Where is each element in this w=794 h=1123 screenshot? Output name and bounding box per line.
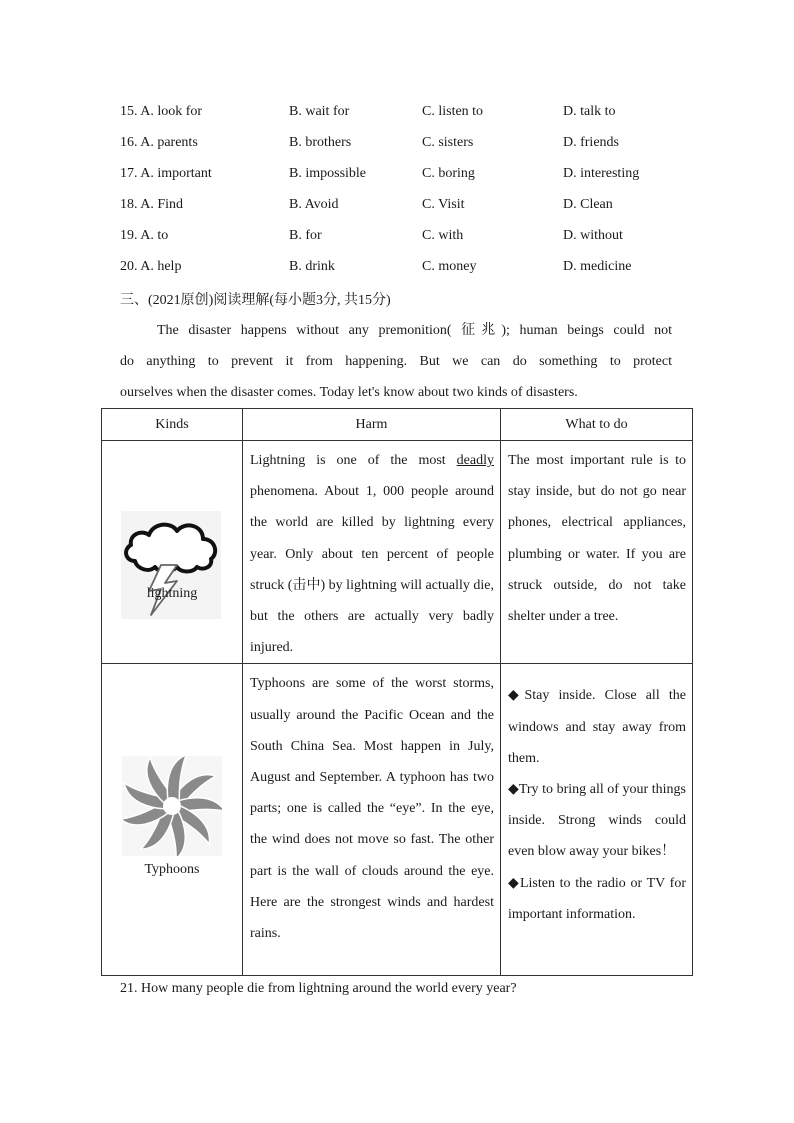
option-row-20: [120, 257, 700, 277]
option-d: D. talk to: [563, 104, 616, 119]
option-c: C. with: [422, 228, 464, 243]
disaster-table: [101, 408, 693, 976]
typhoons-todo-item-3: ◆Listen to the radio or TV for important information.: [508, 875, 686, 922]
typhoons-todo-item-1: ◆Stay inside. Close all the windows and stay away from them.: [508, 688, 686, 766]
option-d: D. without: [563, 228, 623, 243]
option-d: D. medicine: [563, 259, 632, 274]
typhoons-harm-cell: [243, 664, 501, 976]
option-d: D. Clean: [563, 197, 613, 212]
option-a: 17. A. important: [120, 166, 212, 181]
typhoon-swirl-icon: [122, 756, 222, 856]
option-d: D. interesting: [563, 166, 640, 181]
typhoons-todo-text: [501, 664, 692, 930]
option-c: C. listen to: [422, 104, 484, 119]
lightning-harm-text-start: Lightning is one of the most: [250, 453, 457, 468]
typhoons-kind-cell: [102, 664, 243, 976]
option-b: B. brothers: [289, 135, 352, 150]
option-b: B. impossible: [289, 166, 367, 181]
lightning-harm-text: [243, 441, 500, 663]
lightning-todo-cell: [501, 441, 693, 664]
typhoons-todo-cell: [501, 664, 693, 976]
option-b: B. wait for: [289, 104, 350, 119]
header-kinds: Kinds: [102, 409, 243, 441]
option-row-16: [120, 133, 700, 153]
lightning-todo-text: The most important rule is to stay inside, but do not go near phones, electrical appliances, plumbing or water. If you are struck outside, do not take shelter under a tree.: [508, 453, 686, 625]
option-c: C. boring: [422, 166, 475, 181]
lightning-cloud-icon: [121, 511, 221, 619]
option-b: B. drink: [289, 259, 335, 274]
option-b: B. Avoid: [289, 197, 339, 212]
lightning-harm-text-end: phenomena. About 1, 000 people around the world are killed by lightning every year. Only about ten percent of people struck (击中) by lightning will actually die, but the others are actually very badly injured.: [250, 484, 494, 656]
section-title: 三、(2021原创)阅读理解(每小题3分, 共15分): [120, 293, 391, 308]
header-harm: Harm: [243, 409, 501, 441]
typhoons-label: Typhoons: [144, 862, 200, 878]
header-what-to-do: What to do: [501, 409, 693, 441]
option-c: C. sisters: [422, 135, 474, 150]
lightning-harm-cell: [243, 441, 501, 664]
question-21: 21. How many people die from lightning around the world every year?: [120, 981, 517, 996]
option-c: C. money: [422, 259, 477, 274]
option-a: 15. A. look for: [120, 104, 203, 119]
table-header-row: [102, 409, 693, 441]
option-c: C. Visit: [422, 197, 465, 212]
table-row-typhoons: [102, 664, 693, 976]
intro-line-2: do anything to prevent it from happening. But we can do something to protect: [120, 354, 672, 369]
option-a: 18. A. Find: [120, 197, 184, 212]
lightning-label: lightning: [146, 586, 198, 601]
option-row-19: [120, 226, 700, 246]
option-a: 20. A. help: [120, 259, 182, 274]
option-a: 19. A. to: [120, 228, 169, 243]
typhoons-todo-item-2: ◆Try to bring all of your things inside. Strong winds could even blow away your bikes！: [508, 782, 686, 860]
table-row-lightning: [102, 441, 693, 664]
intro-line-1: The disaster happens without any premonition( 征兆); human beings could not: [157, 323, 672, 338]
intro-line-3: ourselves when the disaster comes. Today let's know about two kinds of disasters.: [120, 385, 578, 400]
option-a: 16. A. parents: [120, 135, 198, 150]
option-row-18: [120, 195, 700, 215]
option-b: B. for: [289, 228, 322, 243]
option-row-15: [120, 102, 700, 122]
deadly-underlined: deadly: [456, 453, 494, 468]
option-row-17: [120, 164, 700, 184]
lightning-kind-cell: [102, 441, 243, 664]
typhoons-harm-text: Typhoons are some of the worst storms, usually around the Pacific Ocean and the South China Sea. Most happen in July, August and September. A typhoon has two parts; one is called the “eye”. In the eye, the wind does not move so fast. The other part is the wall of clouds around the eye. Here are the strongest winds and hardest rains.: [250, 676, 494, 942]
option-d: D. friends: [563, 135, 619, 150]
